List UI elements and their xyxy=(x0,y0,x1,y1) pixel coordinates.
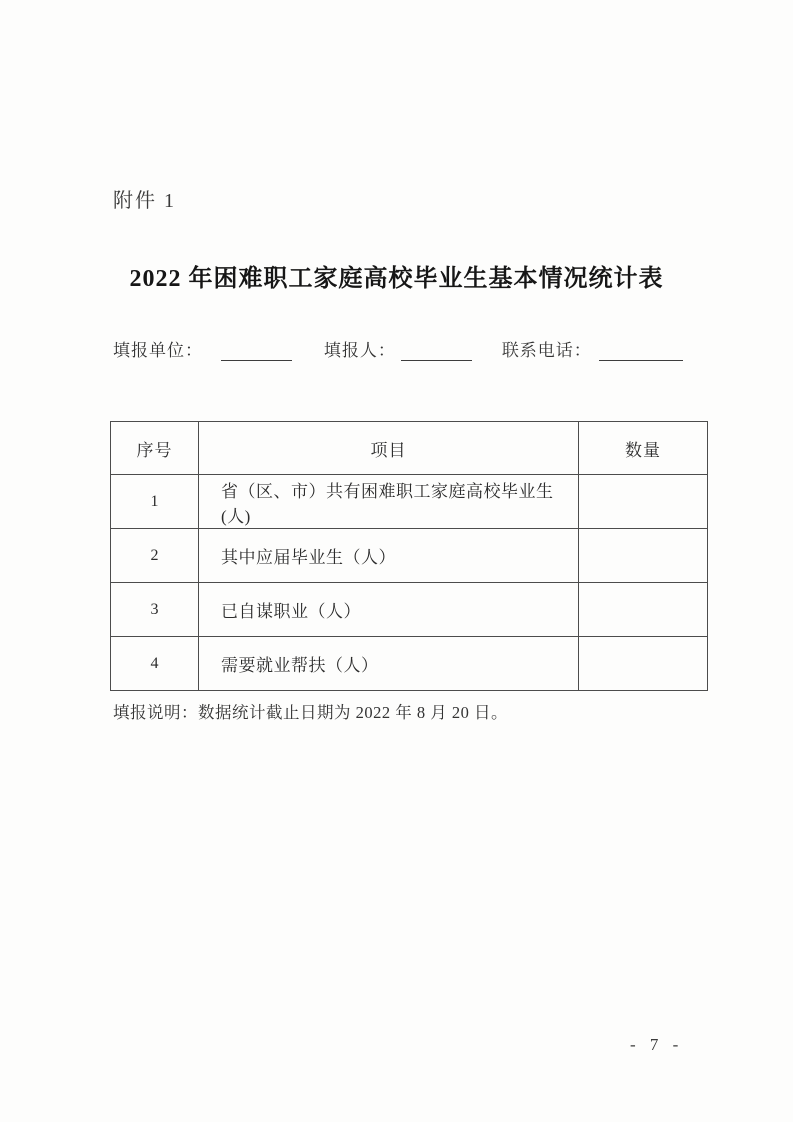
reporting-unit-blank xyxy=(221,340,292,361)
row-quantity-cell xyxy=(579,475,708,529)
row-serial-number: 3 xyxy=(111,583,199,637)
table-row xyxy=(111,637,708,691)
header-quantity: 数量 xyxy=(579,422,708,475)
note-text: 数据统计截止日期为 2022 年 8 月 20 日。 xyxy=(198,703,508,722)
table-row xyxy=(111,529,708,583)
attachment-label: 附件 1 xyxy=(113,190,176,212)
header-serial-number: 序号 xyxy=(111,422,199,475)
contact-phone-label: 联系电话： xyxy=(501,341,592,360)
row-quantity-cell xyxy=(579,637,708,691)
statistics-table xyxy=(110,421,708,691)
reporter-label: 填报人： xyxy=(323,341,396,360)
row-quantity-cell xyxy=(579,529,708,583)
table-row xyxy=(111,475,708,529)
row-item-label: 省（区、市）共有困难职工家庭高校毕业生(人) xyxy=(199,475,579,529)
row-quantity-cell xyxy=(579,583,708,637)
table-row xyxy=(111,583,708,637)
note-label: 填报说明： xyxy=(113,703,198,722)
page-number: - 7 - xyxy=(630,1035,681,1054)
row-serial-number: 1 xyxy=(111,475,199,529)
form-header-line xyxy=(113,336,683,361)
table-header-row xyxy=(111,422,708,475)
contact-phone-blank xyxy=(599,340,683,361)
row-item-label: 已自谋职业（人） xyxy=(199,583,579,637)
row-serial-number: 4 xyxy=(111,637,199,691)
row-item-label: 其中应届毕业生（人） xyxy=(199,529,579,583)
page-title: 2022 年困难职工家庭高校毕业生基本情况统计表 xyxy=(129,266,664,292)
row-serial-number: 2 xyxy=(111,529,199,583)
note-line xyxy=(113,699,508,723)
header-item: 项目 xyxy=(199,422,579,475)
reporter-blank xyxy=(401,340,472,361)
reporting-unit-label: 填报单位： xyxy=(113,341,203,360)
row-item-label: 需要就业帮扶（人） xyxy=(199,637,579,691)
